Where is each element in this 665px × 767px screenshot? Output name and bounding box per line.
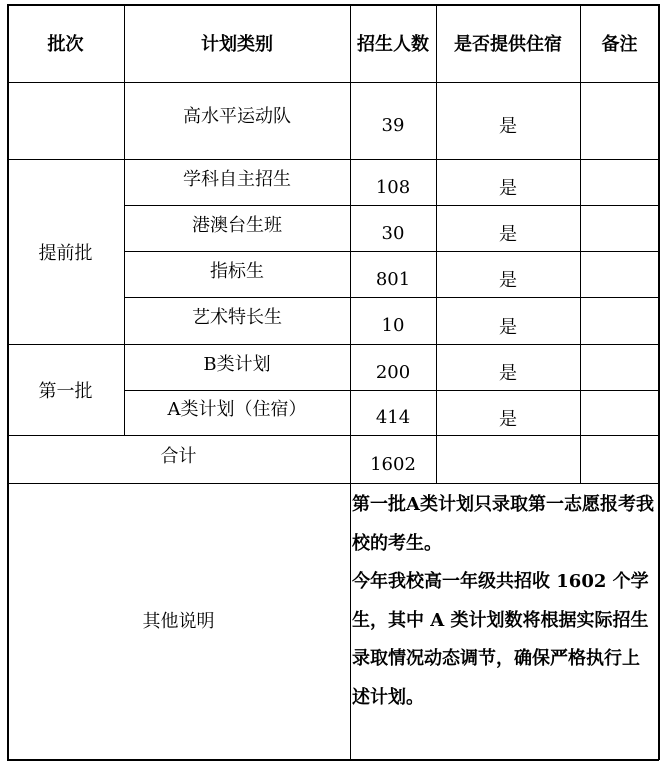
row-boarding: 是 bbox=[499, 363, 517, 384]
row-count: 39 bbox=[381, 115, 405, 136]
row-count: 801 bbox=[375, 268, 411, 290]
notes-paragraph-2: 今年我校高一年级共招收 1602 个学生，其中 A 类计划数将根据实际招生录取情况动态调节，确保严格执行上述计划。 bbox=[352, 571, 649, 708]
grid-line bbox=[580, 4, 581, 483]
total-label: 合计 bbox=[160, 446, 197, 467]
grid-line bbox=[350, 4, 351, 760]
header-enrollment: 招生人数 bbox=[357, 34, 429, 55]
enrollment-plan-table bbox=[7, 4, 659, 760]
grid-line bbox=[7, 483, 659, 484]
table-border-left bbox=[7, 4, 9, 760]
row-category: 港澳台生班 bbox=[192, 214, 282, 236]
header-remarks: 备注 bbox=[601, 34, 638, 55]
notes-label: 其他说明 bbox=[142, 610, 215, 632]
table-border-top bbox=[7, 4, 659, 6]
notes-content bbox=[350, 486, 659, 760]
header-batch: 批次 bbox=[47, 34, 84, 55]
grid-line bbox=[124, 251, 659, 252]
grid-line bbox=[124, 297, 659, 298]
row-category: A类计划（住宿） bbox=[167, 399, 307, 420]
row-count: 200 bbox=[375, 361, 411, 383]
row-boarding: 是 bbox=[499, 408, 517, 430]
header-category: 计划类别 bbox=[201, 34, 273, 55]
row-category: 艺术特长生 bbox=[192, 307, 282, 328]
header-boarding: 是否提供住宿 bbox=[454, 34, 562, 55]
grid-line bbox=[7, 344, 659, 345]
row-boarding: 是 bbox=[499, 270, 517, 291]
row-boarding: 是 bbox=[499, 316, 517, 338]
row-category: 学科自主招生 bbox=[183, 168, 291, 190]
grid-line bbox=[124, 390, 659, 391]
grid-line bbox=[124, 205, 659, 206]
table-border-bottom bbox=[7, 759, 659, 761]
row-category: B类计划 bbox=[203, 353, 271, 375]
row-boarding: 是 bbox=[499, 178, 517, 199]
total-count: 1602 bbox=[370, 453, 416, 475]
grid-line bbox=[124, 4, 125, 435]
row-count: 108 bbox=[375, 176, 411, 198]
grid-line bbox=[7, 159, 659, 160]
notes-paragraph-1: 第一批A类计划只录取第一志愿报考我校的考生。 bbox=[352, 494, 654, 554]
row-boarding: 是 bbox=[499, 224, 517, 245]
row-count: 30 bbox=[381, 222, 405, 244]
grid-line bbox=[7, 435, 659, 436]
table-border-right bbox=[658, 4, 660, 760]
row-count: 414 bbox=[375, 407, 411, 428]
row-category: 高水平运动队 bbox=[183, 105, 291, 127]
row-count: 10 bbox=[381, 315, 405, 336]
group-first-batch: 第一批 bbox=[38, 380, 93, 402]
row-category: 指标生 bbox=[210, 260, 264, 282]
grid-line bbox=[436, 4, 437, 483]
row-boarding: 是 bbox=[499, 115, 517, 137]
group-early-batch: 提前批 bbox=[38, 242, 93, 264]
grid-line bbox=[7, 82, 659, 83]
